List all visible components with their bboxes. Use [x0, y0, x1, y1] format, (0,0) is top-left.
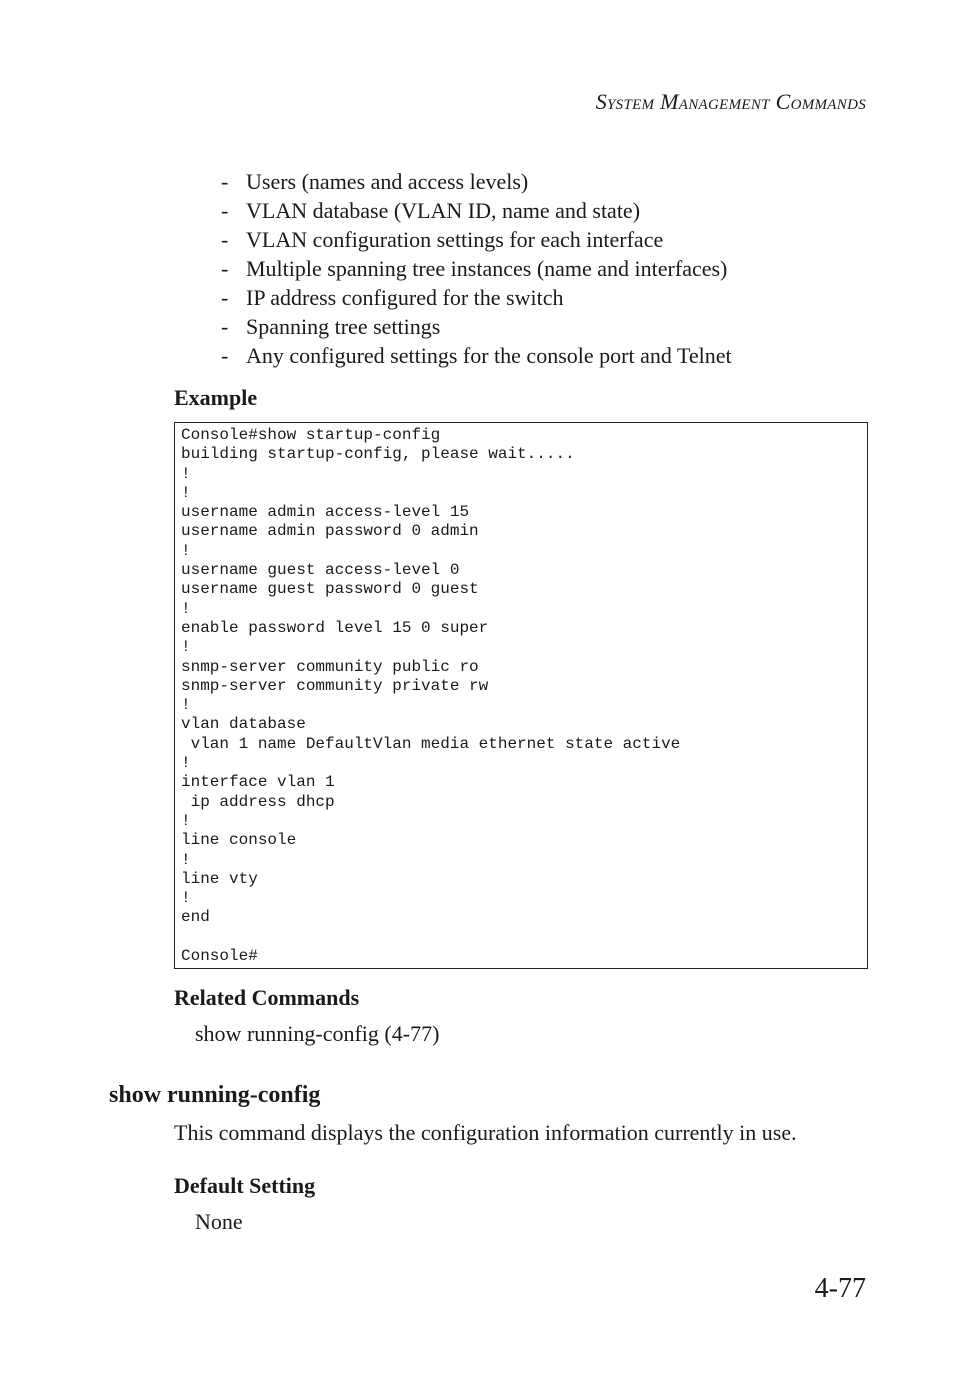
list-item-text: VLAN configuration settings for each interface	[246, 227, 664, 252]
code-line: end	[181, 908, 210, 927]
code-line: line vty	[181, 869, 258, 888]
list-item	[221, 341, 732, 370]
list-item	[221, 312, 732, 341]
bullet-list	[221, 167, 732, 370]
list-item	[221, 254, 732, 283]
bullet-dash: -	[221, 227, 229, 252]
code-line: !	[181, 889, 191, 908]
code-line: !	[181, 541, 191, 560]
bullet-dash: -	[221, 256, 229, 281]
list-item	[221, 167, 732, 196]
default-setting-value: None	[195, 1209, 243, 1234]
code-line: username guest access-level 0	[181, 561, 460, 580]
code-line: !	[181, 811, 191, 830]
list-item	[221, 225, 732, 254]
code-line: !	[181, 638, 191, 657]
code-line: !	[181, 850, 191, 869]
bullet-dash: -	[221, 198, 229, 223]
list-item-text: IP address configured for the switch	[246, 285, 564, 310]
code-line: !	[181, 696, 191, 715]
running-header: System Management Commands	[595, 89, 866, 114]
code-line: vlan 1 name DefaultVlan media ethernet state active	[181, 734, 681, 753]
code-line: !	[181, 599, 191, 618]
code-line: line console	[181, 831, 297, 850]
related-commands-heading: Related Commands	[174, 985, 360, 1010]
code-line: ip address dhcp	[181, 792, 335, 811]
code-line: vlan database	[181, 715, 306, 734]
code-line: interface vlan 1	[181, 773, 335, 792]
list-item-text: Any configured settings for the console port and Telnet	[246, 343, 732, 368]
related-command-link: show running-config (4-77)	[195, 1021, 440, 1046]
code-line: username admin access-level 15	[181, 503, 470, 522]
code-line: Console#	[181, 947, 258, 966]
page-number: 4-77	[814, 1273, 866, 1304]
bullet-dash: -	[221, 285, 229, 310]
code-line: username guest password 0 guest	[181, 580, 479, 599]
list-item-text: Users (names and access levels)	[246, 169, 529, 194]
code-line	[181, 928, 861, 947]
code-line: enable password level 15 0 super	[181, 618, 489, 637]
bullet-dash: -	[221, 343, 229, 368]
list-item	[221, 196, 732, 225]
code-line: username admin password 0 admin	[181, 522, 479, 541]
default-setting-heading: Default Setting	[174, 1173, 316, 1198]
list-item	[221, 283, 732, 312]
code-line: !	[181, 754, 191, 773]
list-item-text: Multiple spanning tree instances (name and interfaces)	[246, 256, 728, 281]
bullet-dash: -	[221, 169, 229, 194]
code-line: !	[181, 483, 191, 502]
list-item-text: VLAN database (VLAN ID, name and state)	[246, 198, 641, 223]
example-heading: Example	[174, 385, 258, 410]
code-line: !	[181, 464, 191, 483]
section-title: show running-config	[109, 1082, 321, 1108]
code-line: snmp-server community public ro	[181, 657, 479, 676]
code-line: Console#show startup-config	[181, 426, 441, 444]
section-description: This command displays the configuration information currently in use.	[174, 1120, 797, 1145]
code-line: building startup-config, please wait.....	[181, 445, 575, 464]
list-item-text: Spanning tree settings	[246, 314, 441, 339]
bullet-dash: -	[221, 314, 229, 339]
code-line: snmp-server community private rw	[181, 676, 489, 695]
code-example-box	[174, 422, 868, 969]
